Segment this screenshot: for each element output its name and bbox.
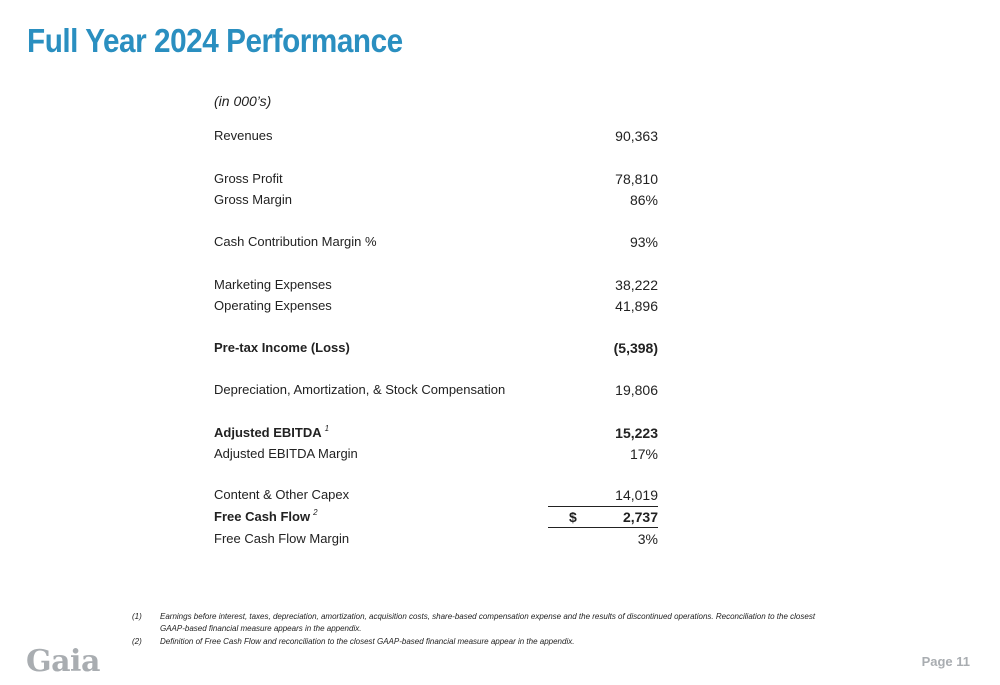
row-value: 15,223 (615, 425, 658, 441)
table-row-marketing-expenses (214, 277, 658, 298)
row-value: 17% (629, 446, 658, 462)
footnote-number: (2) (132, 637, 142, 646)
row-value: 41,896 (615, 298, 658, 314)
row-label: Marketing Expenses (214, 277, 332, 292)
table-row-fcf-margin (214, 531, 658, 552)
row-label: Gross Margin (214, 192, 293, 207)
row-value: (5,398) (613, 340, 658, 356)
subtotal-rule (548, 506, 658, 507)
row-value: 19,806 (615, 382, 658, 398)
row-value: 93% (629, 234, 658, 250)
footnote-1 (132, 611, 832, 635)
row-value: 86% (629, 192, 658, 208)
row-label (214, 509, 318, 524)
footnotes (132, 611, 832, 649)
units-note: (in 000’s) (214, 93, 272, 109)
row-label: Adjusted EBITDA Margin (214, 446, 358, 461)
row-label: Operating Expenses (214, 298, 332, 313)
table-row-gross-profit (214, 171, 658, 192)
row-label-text: Adjusted EBITDA (214, 425, 322, 440)
row-label: Gross Profit (214, 171, 283, 186)
footnote-ref: 1 (324, 424, 330, 433)
table-row-adjusted-ebitda-margin (214, 446, 658, 467)
row-value: 3% (637, 531, 658, 547)
footnote-text: Definition of Free Cash Flow and reconciliation to the closest GAAP-based financial measure appear in the appendix. (160, 637, 575, 646)
footnote-ref: 2 (313, 508, 318, 517)
row-label: Free Cash Flow Margin (214, 531, 350, 546)
row-value: 2,737 (622, 509, 658, 525)
row-label-text: Free Cash Flow (214, 509, 311, 524)
footnote-number: (1) (132, 612, 142, 621)
gaia-logo: Gaia (26, 644, 100, 679)
row-value: 38,222 (615, 277, 658, 293)
table-row-pretax-income (214, 340, 658, 361)
page-number: Page 11 (921, 654, 970, 669)
table-row-operating-expenses (214, 298, 658, 319)
footnote-2 (132, 636, 832, 648)
table-row-gross-margin (214, 192, 658, 213)
row-label: Depreciation, Amortization, & Stock Compensation (214, 382, 506, 397)
table-row-revenues (214, 128, 658, 149)
table-row-depreciation (214, 382, 658, 403)
row-label: Cash Contribution Margin % (214, 234, 377, 249)
row-label: Revenues (214, 128, 273, 143)
currency-symbol: $ (569, 509, 577, 525)
total-rule (548, 527, 658, 528)
row-value: 14,019 (615, 487, 658, 503)
footnote-text: Earnings before interest, taxes, depreciation, amortization, acquisition costs, share-based compensation expense and the results of discontinued operations. Reconciliation to the closest GAAP-based financial measure appears in the appendix. (160, 612, 816, 633)
page-title: Full Year 2024 Performance (27, 22, 403, 59)
table-row-content-capex (214, 487, 658, 508)
table-row-adjusted-ebitda (214, 425, 658, 446)
row-label: Content & Other Capex (214, 487, 350, 502)
row-label (214, 425, 329, 440)
table-row-cash-contribution-margin (214, 234, 658, 255)
row-value: 78,810 (615, 171, 658, 187)
row-value: 90,363 (615, 128, 658, 144)
row-label: Pre-tax Income (Loss) (214, 340, 350, 355)
